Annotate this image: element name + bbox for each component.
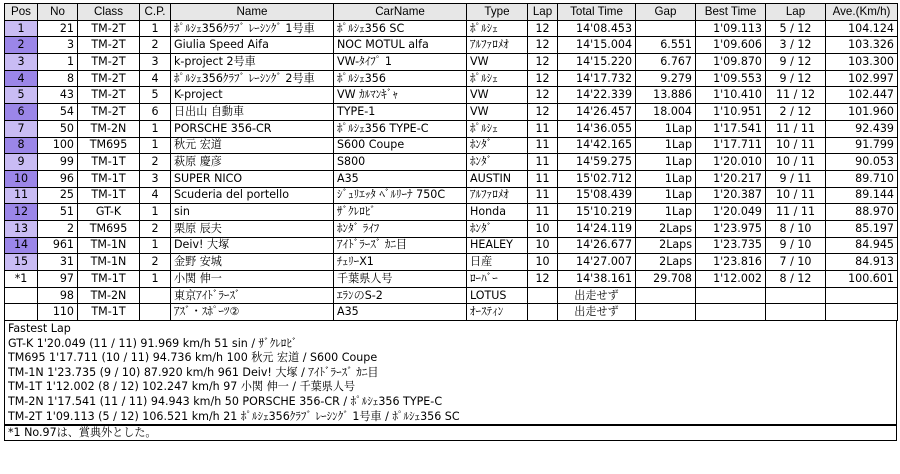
cell-total: 14'27.007	[558, 254, 636, 271]
cell-lap: 12	[528, 271, 558, 288]
cell-cls: TM-1N	[78, 254, 140, 271]
cell-lap: 12	[528, 87, 558, 104]
cell-blap: 9 / 12	[766, 70, 826, 87]
cell-lap: 12	[528, 20, 558, 37]
cell-cls: TM-2T	[78, 104, 140, 121]
table-row	[5, 170, 898, 187]
cell-ave: 91.799	[826, 137, 898, 154]
column-header: C.P.	[140, 4, 171, 21]
cell-type: 日産	[467, 254, 528, 271]
cell-cls: TM-2T	[78, 54, 140, 71]
cell-no: 961	[38, 237, 78, 254]
cell-car: VW-ﾀｲﾌﾟ 1	[334, 54, 467, 71]
cell-name: K-project	[171, 87, 334, 104]
cell-ave	[826, 304, 898, 321]
cell-pos: 7	[5, 120, 38, 137]
cell-cls: TM-1T	[78, 170, 140, 187]
cell-blap	[766, 304, 826, 321]
cell-cls: TM-1T	[78, 271, 140, 288]
cell-lap: 11	[528, 170, 558, 187]
cell-cls: TM-2T	[78, 87, 140, 104]
cell-ave: 103.326	[826, 37, 898, 54]
results-table	[4, 3, 898, 321]
cell-best: 1'23.816	[696, 254, 766, 271]
fastest-lap-line: TM-1T 1'12.002 (8 / 12) 102.247 km/h 97 小関 伸一 / 千葉県人号	[8, 380, 356, 394]
cell-type: ﾎﾝﾀﾞ	[467, 154, 528, 171]
cell-ave	[826, 287, 898, 304]
cell-cp: 4	[140, 187, 171, 204]
cell-gap: 18.004	[636, 104, 696, 121]
cell-total: 14'38.161	[558, 271, 636, 288]
cell-name: Scuderia del portello	[171, 187, 334, 204]
cell-blap: 9 / 11	[766, 170, 826, 187]
cell-pos	[5, 287, 38, 304]
cell-lap: 10	[528, 237, 558, 254]
cell-car: ﾎﾝﾀﾞ ﾗｲﾌ	[334, 220, 467, 237]
cell-cls: TM-2T	[78, 70, 140, 87]
cell-ave: 102.447	[826, 87, 898, 104]
table-row	[5, 54, 898, 71]
cell-ave: 88.970	[826, 204, 898, 221]
cell-ave: 89.710	[826, 170, 898, 187]
cell-blap: 8 / 12	[766, 271, 826, 288]
cell-lap	[528, 304, 558, 321]
cell-total: 出走せず	[558, 304, 636, 321]
cell-pos: 11	[5, 187, 38, 204]
cell-no: 96	[38, 170, 78, 187]
cell-total: 14'22.339	[558, 87, 636, 104]
table-row	[5, 287, 898, 304]
cell-pos: 4	[5, 70, 38, 87]
cell-cls: TM-1T	[78, 187, 140, 204]
cell-total: 14'26.457	[558, 104, 636, 121]
cell-no: 97	[38, 271, 78, 288]
cell-total: 15'10.219	[558, 204, 636, 221]
cell-lap: 12	[528, 37, 558, 54]
column-header: Ave.(Km/h)	[826, 4, 898, 21]
cell-cls: TM-1T	[78, 154, 140, 171]
cell-pos: 1	[5, 20, 38, 37]
cell-type: ﾎﾝﾀﾞ	[467, 220, 528, 237]
cell-gap	[636, 304, 696, 321]
cell-blap: 9 / 12	[766, 54, 826, 71]
cell-gap: 1Lap	[636, 170, 696, 187]
cell-lap: 12	[528, 54, 558, 71]
cell-cp: 1	[140, 137, 171, 154]
cell-cls: TM695	[78, 220, 140, 237]
cell-name: 秋元 宏道	[171, 137, 334, 154]
cell-gap	[636, 20, 696, 37]
cell-name: 萩原 慶彦	[171, 154, 334, 171]
cell-cp	[140, 304, 171, 321]
cell-gap: 2Laps	[636, 220, 696, 237]
cell-name: 金野 安城	[171, 254, 334, 271]
cell-blap: 5 / 12	[766, 20, 826, 37]
cell-ave: 104.124	[826, 20, 898, 37]
cell-best: 1'10.410	[696, 87, 766, 104]
cell-name: ｱｽﾞ・ｽﾎﾟｰﾂ②	[171, 304, 334, 321]
cell-cp: 3	[140, 54, 171, 71]
cell-car: 千葉県人号	[334, 271, 467, 288]
table-row	[5, 237, 898, 254]
cell-total: 15'02.712	[558, 170, 636, 187]
cell-total: 14'59.275	[558, 154, 636, 171]
cell-ave: 103.300	[826, 54, 898, 71]
cell-pos: 12	[5, 204, 38, 221]
cell-best: 1'09.113	[696, 20, 766, 37]
cell-no: 31	[38, 254, 78, 271]
cell-car: ｴﾗﾝのS-2	[334, 287, 467, 304]
cell-total: 出走せず	[558, 287, 636, 304]
cell-cp: 5	[140, 87, 171, 104]
cell-type: ｵｰｽﾃｨﾝ	[467, 304, 528, 321]
cell-cp: 2	[140, 37, 171, 54]
cell-cp: 2	[140, 254, 171, 271]
cell-total: 15'08.439	[558, 187, 636, 204]
cell-type: ｱﾙﾌｧﾛﾒｵ	[467, 37, 528, 54]
cell-blap	[766, 287, 826, 304]
cell-blap: 3 / 12	[766, 37, 826, 54]
cell-no: 51	[38, 204, 78, 221]
cell-name: 日出山 自動車	[171, 104, 334, 121]
cell-blap: 7 / 10	[766, 254, 826, 271]
table-row	[5, 37, 898, 54]
cell-cls: TM-2T	[78, 37, 140, 54]
cell-lap: 12	[528, 104, 558, 121]
cell-name: 東京ｱｲﾄﾞﾗｰｽﾞ	[171, 287, 334, 304]
cell-blap: 11 / 11	[766, 204, 826, 221]
cell-car: S800	[334, 154, 467, 171]
column-header: Type	[467, 4, 528, 21]
cell-car: NOC MOTUL alfa	[334, 37, 467, 54]
cell-best: 1'17.541	[696, 120, 766, 137]
cell-car: VW ｶﾙﾏﾝｷﾞｬ	[334, 87, 467, 104]
cell-total: 14'17.732	[558, 70, 636, 87]
cell-car: ｱｲﾄﾞﾗｰｽﾞ ｶﾆ目	[334, 237, 467, 254]
cell-no: 1	[38, 54, 78, 71]
cell-cp: 4	[140, 70, 171, 87]
table-row	[5, 220, 898, 237]
results-sheet	[4, 3, 897, 441]
cell-gap: 1Lap	[636, 137, 696, 154]
cell-cp: 3	[140, 170, 171, 187]
cell-type: ﾎﾟﾙｼｪ	[467, 120, 528, 137]
cell-car: ﾎﾟﾙｼｪ356 SC	[334, 20, 467, 37]
table-row	[5, 87, 898, 104]
cell-cls: TM-1N	[78, 237, 140, 254]
cell-gap: 6.767	[636, 54, 696, 71]
column-header: No	[38, 4, 78, 21]
column-header: Lap	[766, 4, 826, 21]
cell-gap: 29.708	[636, 271, 696, 288]
cell-car: ﾎﾟﾙｼｪ356 TYPE-C	[334, 120, 467, 137]
fastest-lap-section	[4, 321, 897, 425]
cell-type: ﾎﾝﾀﾞ	[467, 137, 528, 154]
header-row	[5, 4, 898, 21]
cell-name: SUPER NICO	[171, 170, 334, 187]
table-row	[5, 271, 898, 288]
footnote: *1 No.97は、賞典外とした。	[4, 425, 897, 441]
cell-lap: 11	[528, 137, 558, 154]
cell-no: 8	[38, 70, 78, 87]
cell-lap	[528, 287, 558, 304]
cell-blap: 8 / 10	[766, 220, 826, 237]
cell-best: 1'10.951	[696, 104, 766, 121]
cell-best: 1'17.711	[696, 137, 766, 154]
cell-best	[696, 304, 766, 321]
cell-pos: 14	[5, 237, 38, 254]
cell-best: 1'09.870	[696, 54, 766, 71]
cell-cp: 1	[140, 237, 171, 254]
cell-name: ﾎﾟﾙｼｪ356ｸﾗﾌﾞ ﾚｰｼﾝｸﾞ 2号車	[171, 70, 334, 87]
cell-pos: 10	[5, 170, 38, 187]
column-header: Class	[78, 4, 140, 21]
cell-lap: 11	[528, 204, 558, 221]
cell-car: TYPE-1	[334, 104, 467, 121]
cell-cls: TM-2T	[78, 20, 140, 37]
cell-ave: 84.913	[826, 254, 898, 271]
cell-no: 100	[38, 137, 78, 154]
fastest-lap-title: Fastest Lap	[8, 322, 71, 336]
cell-name: sin	[171, 204, 334, 221]
cell-type: VW	[467, 87, 528, 104]
cell-name: 栗原 辰夫	[171, 220, 334, 237]
cell-name: PORSCHE 356-CR	[171, 120, 334, 137]
table-row	[5, 204, 898, 221]
cell-name: Giulia Speed Aifa	[171, 37, 334, 54]
cell-no: 3	[38, 37, 78, 54]
cell-no: 99	[38, 154, 78, 171]
cell-cp: 2	[140, 154, 171, 171]
fastest-lap-line: TM-1N 1'23.735 (9 / 10) 87.920 km/h 961 Deiv! 大塚 / ｱｲﾄﾞﾗｰｽﾞ ｶﾆ目	[8, 365, 379, 379]
cell-cp: 1	[140, 271, 171, 288]
cell-best: 1'09.553	[696, 70, 766, 87]
cell-lap: 10	[528, 254, 558, 271]
results-body	[5, 20, 898, 320]
cell-ave: 92.439	[826, 120, 898, 137]
table-row	[5, 20, 898, 37]
cell-ave: 102.997	[826, 70, 898, 87]
cell-type: ｱﾙﾌｧﾛﾒｵ	[467, 187, 528, 204]
cell-cp: 6	[140, 104, 171, 121]
cell-total: 14'42.165	[558, 137, 636, 154]
cell-ave: 90.053	[826, 154, 898, 171]
cell-blap: 11 / 12	[766, 87, 826, 104]
cell-pos: *1	[5, 271, 38, 288]
cell-no: 54	[38, 104, 78, 121]
cell-best	[696, 287, 766, 304]
cell-best: 1'20.217	[696, 170, 766, 187]
cell-pos	[5, 304, 38, 321]
cell-lap: 11	[528, 187, 558, 204]
cell-best: 1'23.735	[696, 237, 766, 254]
cell-cp: 1	[140, 204, 171, 221]
cell-car: ｻﾞｸﾚﾛﾋﾞ	[334, 204, 467, 221]
cell-pos: 5	[5, 87, 38, 104]
column-header: CarName	[334, 4, 467, 21]
cell-best: 1'09.606	[696, 37, 766, 54]
fastest-lap-list	[8, 337, 893, 425]
cell-name: ﾎﾟﾙｼｪ356ｸﾗﾌﾞ ﾚｰｼﾝｸﾞ 1号車	[171, 20, 334, 37]
cell-pos: 3	[5, 54, 38, 71]
cell-ave: 85.197	[826, 220, 898, 237]
cell-no: 21	[38, 20, 78, 37]
cell-total: 14'08.453	[558, 20, 636, 37]
column-header: Lap	[528, 4, 558, 21]
table-row	[5, 70, 898, 87]
cell-total: 14'26.677	[558, 237, 636, 254]
cell-pos: 8	[5, 137, 38, 154]
cell-best: 1'20.387	[696, 187, 766, 204]
cell-type: HEALEY	[467, 237, 528, 254]
column-header: Gap	[636, 4, 696, 21]
cell-blap: 10 / 11	[766, 154, 826, 171]
table-row	[5, 187, 898, 204]
cell-ave: 100.601	[826, 271, 898, 288]
cell-cp: 1	[140, 120, 171, 137]
cell-total: 14'36.055	[558, 120, 636, 137]
fastest-lap-line: GT-K 1'20.049 (11 / 11) 91.969 km/h 51 sin / ｻﾞｸﾚﾛﾋﾞ	[8, 336, 298, 350]
cell-best: 1'12.002	[696, 271, 766, 288]
cell-pos: 15	[5, 254, 38, 271]
cell-total: 14'15.220	[558, 54, 636, 71]
cell-gap: 1Lap	[636, 204, 696, 221]
column-header: Name	[171, 4, 334, 21]
cell-pos: 6	[5, 104, 38, 121]
cell-gap	[636, 287, 696, 304]
cell-gap: 1Lap	[636, 154, 696, 171]
column-header: Total Time	[558, 4, 636, 21]
cell-name: 小関 伸一	[171, 271, 334, 288]
cell-type: AUSTIN	[467, 170, 528, 187]
cell-name: k-project 2号車	[171, 54, 334, 71]
cell-type: VW	[467, 104, 528, 121]
cell-gap: 6.551	[636, 37, 696, 54]
fastest-lap-line: TM-2N 1'17.541 (11 / 11) 94.943 km/h 50 PORSCHE 356-CR / ﾎﾟﾙｼｪ356 TYPE-C	[8, 395, 443, 409]
cell-cp	[140, 287, 171, 304]
cell-no: 50	[38, 120, 78, 137]
cell-blap: 10 / 11	[766, 137, 826, 154]
cell-gap: 9.279	[636, 70, 696, 87]
table-row	[5, 104, 898, 121]
cell-lap: 11	[528, 120, 558, 137]
cell-car: S600 Coupe	[334, 137, 467, 154]
cell-no: 110	[38, 304, 78, 321]
cell-pos: 13	[5, 220, 38, 237]
cell-gap: 1Lap	[636, 120, 696, 137]
cell-gap: 13.886	[636, 87, 696, 104]
cell-ave: 84.945	[826, 237, 898, 254]
table-row	[5, 120, 898, 137]
cell-blap: 2 / 12	[766, 104, 826, 121]
table-row	[5, 254, 898, 271]
cell-lap: 11	[528, 154, 558, 171]
cell-cls: TM-2N	[78, 287, 140, 304]
cell-cp: 2	[140, 220, 171, 237]
cell-best: 1'20.010	[696, 154, 766, 171]
cell-cls: GT-K	[78, 204, 140, 221]
cell-cls: TM-1T	[78, 304, 140, 321]
cell-pos: 2	[5, 37, 38, 54]
fastest-lap-line: TM-2T 1'09.113 (5 / 12) 106.521 km/h 21 ﾎﾟﾙｼｪ356ｸﾗﾌﾞ ﾚｰｼﾝｸﾞ 1号車 / ﾎﾟﾙｼｪ356 SC	[8, 409, 460, 423]
cell-ave: 101.960	[826, 104, 898, 121]
cell-total: 14'24.119	[558, 220, 636, 237]
cell-cls: TM-2N	[78, 120, 140, 137]
cell-best: 1'20.049	[696, 204, 766, 221]
cell-car: ｼﾞｭﾘｴｯﾀ ﾍﾞﾙﾘｰﾅ 750C	[334, 187, 467, 204]
column-header: Pos	[5, 4, 38, 21]
cell-blap: 10 / 11	[766, 187, 826, 204]
cell-best: 1'23.975	[696, 220, 766, 237]
cell-car: ﾁｪﾘｰX1	[334, 254, 467, 271]
cell-gap: 1Lap	[636, 187, 696, 204]
cell-gap: 2Laps	[636, 254, 696, 271]
cell-total: 14'15.004	[558, 37, 636, 54]
cell-type: VW	[467, 54, 528, 71]
cell-lap: 10	[528, 220, 558, 237]
table-row	[5, 137, 898, 154]
table-row	[5, 304, 898, 321]
cell-no: 2	[38, 220, 78, 237]
column-header: Best Time	[696, 4, 766, 21]
cell-blap: 11 / 11	[766, 120, 826, 137]
cell-lap: 12	[528, 70, 558, 87]
cell-type: ﾎﾟﾙｼｪ	[467, 70, 528, 87]
cell-no: 25	[38, 187, 78, 204]
cell-blap: 9 / 10	[766, 237, 826, 254]
table-row	[5, 154, 898, 171]
cell-car: ﾎﾟﾙｼｪ356	[334, 70, 467, 87]
cell-type: ﾎﾟﾙｼｪ	[467, 20, 528, 37]
cell-cp: 1	[140, 20, 171, 37]
cell-car: A35	[334, 170, 467, 187]
cell-name: Deiv! 大塚	[171, 237, 334, 254]
cell-type: Honda	[467, 204, 528, 221]
fastest-lap-line: TM695 1'17.711 (10 / 11) 94.736 km/h 100 秋元 宏道 / S600 Coupe	[8, 351, 378, 365]
cell-type: LOTUS	[467, 287, 528, 304]
cell-ave: 89.144	[826, 187, 898, 204]
cell-type: ﾛｰﾊﾞｰ	[467, 271, 528, 288]
cell-no: 98	[38, 287, 78, 304]
cell-pos: 9	[5, 154, 38, 171]
cell-car: A35	[334, 304, 467, 321]
cell-cls: TM695	[78, 137, 140, 154]
cell-no: 43	[38, 87, 78, 104]
cell-gap: 2Laps	[636, 237, 696, 254]
